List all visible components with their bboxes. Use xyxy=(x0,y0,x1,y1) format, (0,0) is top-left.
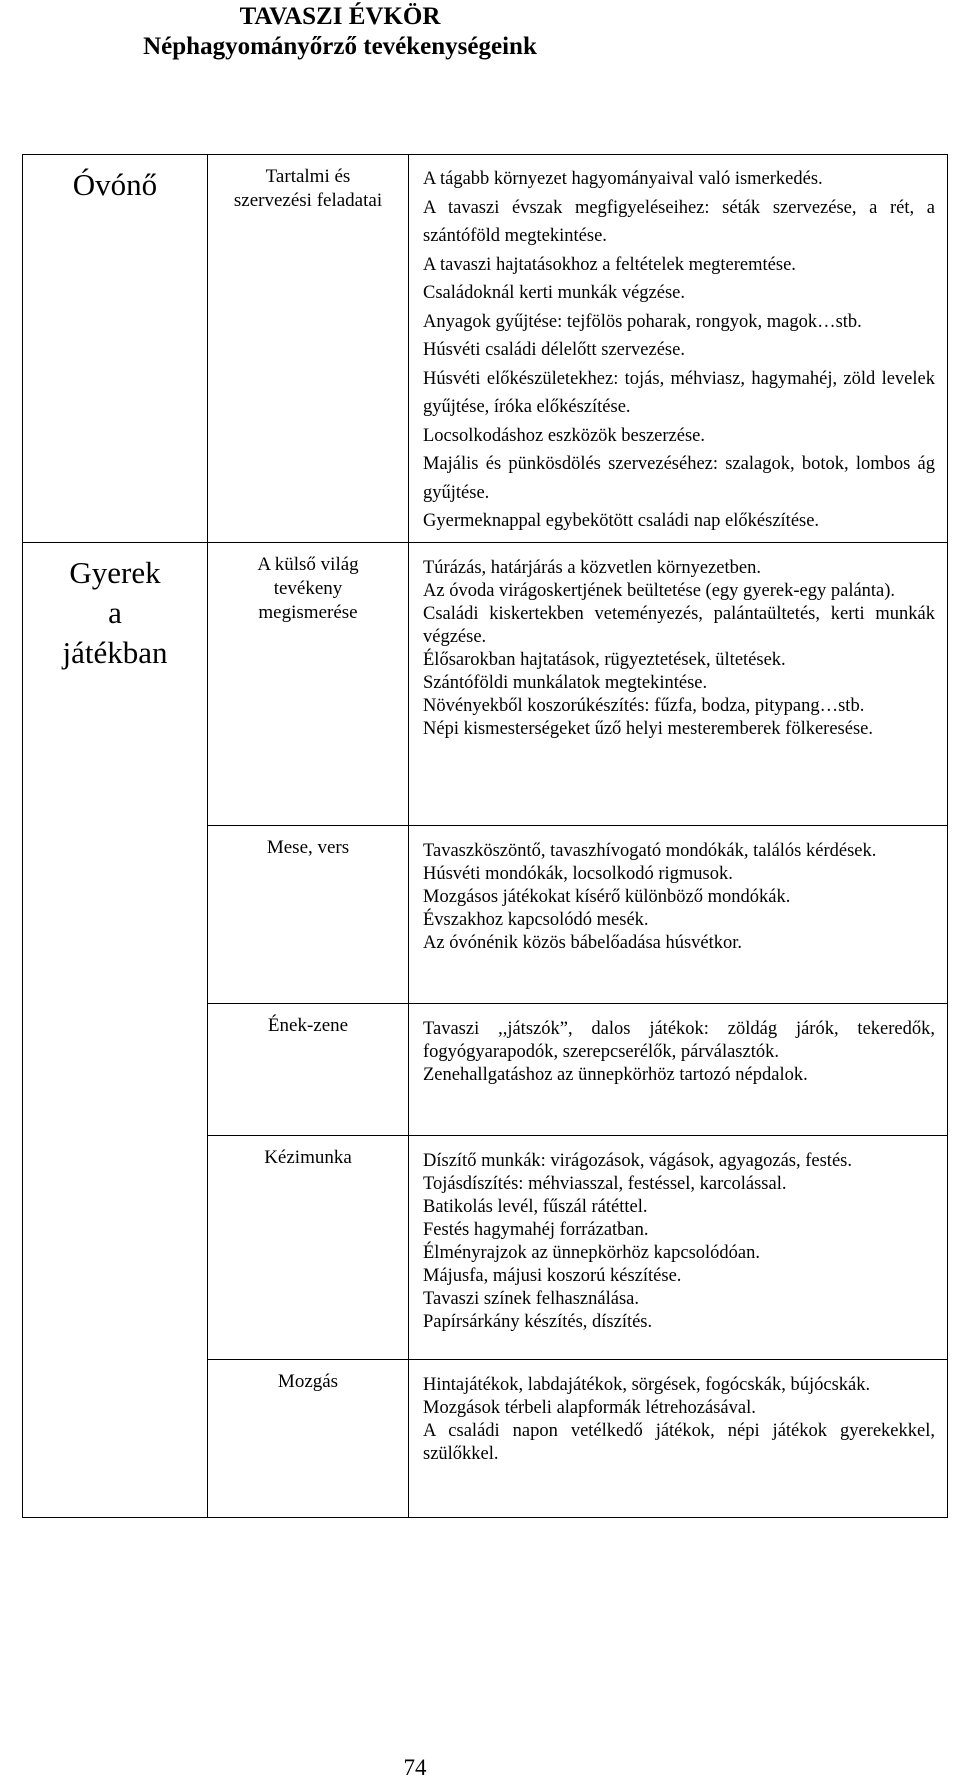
activity-item: Tavaszköszöntő, tavaszhívogató mondókák, találós kérdések. xyxy=(423,840,877,861)
activity-list-cell xyxy=(409,1003,948,1135)
page-number: 74 xyxy=(403,1755,427,1780)
activity-item: Festés hagymahéj forrázatban. xyxy=(423,1219,649,1240)
activity-item: Élményrajzok az ünnepkörhöz kapcsolódóan. xyxy=(423,1242,760,1263)
category-label-line: A külső világ xyxy=(257,553,359,575)
activity-item: Mozgásos játékokat kísérő különböző mondókák. xyxy=(423,886,791,907)
activity-item: Papírsárkány készítés, díszítés. xyxy=(423,1311,653,1332)
category-label-cell xyxy=(208,542,409,825)
category-label-line: Kézimunka xyxy=(264,1146,352,1168)
activity-item: Évszakhoz kapcsolódó mesék. xyxy=(423,909,649,930)
activity-item: Tojásdíszítés: méhviasszal, festéssel, karcolással. xyxy=(423,1173,787,1194)
category-label-cell xyxy=(208,1135,409,1359)
activity-item: Népi kismesterségeket űző helyi mesteremberek fölkeresése. xyxy=(423,718,873,739)
category-label-line: Ének-zene xyxy=(267,1014,349,1036)
activity-list-cell xyxy=(409,825,948,1003)
activity-list-cell xyxy=(409,1359,948,1517)
activity-item: Élősarokban hajtatások, rügyeztetések, ültetések. xyxy=(423,649,786,670)
category-label-cell xyxy=(208,1359,409,1517)
title-block xyxy=(0,2,680,62)
activity-item: Majális és pünkösdölés szervezéséhez: szalagok, botok, lombos ág gyűjtése. xyxy=(423,454,935,503)
activity-item: A tavaszi hajtatásokhoz a feltételek megteremtése. xyxy=(423,254,796,275)
activity-item: Gyermeknappal egybekötött családi nap előkészítése. xyxy=(423,511,820,531)
category-label-line: megismerése xyxy=(258,601,358,623)
activity-item: A tágabb környezet hagyományaival való ismerkedés. xyxy=(423,169,823,189)
activity-item: Az óvoda virágoskertjének beültetése (egy gyerek-egy palánta). xyxy=(423,580,896,601)
section-header-cell xyxy=(23,155,208,543)
activity-item: Növényekből koszorúkészítés: fűzfa, bodza, pitypang…stb. xyxy=(423,695,865,716)
activity-item: Az óvónénik közös bábelőadása húsvétkor. xyxy=(423,932,743,953)
activity-item: Zenehallgatáshoz az ünnepkörhöz tartozó népdalok. xyxy=(423,1064,808,1085)
activity-item: Májusfa, májusi koszorú készítése. xyxy=(423,1265,682,1286)
activity-item: Húsvéti családi délelőtt szervezése. xyxy=(423,340,685,360)
activity-item: Anyagok gyűjtése: tejfölös poharak, rongyok, magok…stb. xyxy=(423,311,862,332)
activity-item: A tavaszi évszak megfigyeléseihez: séták szervezése, a rét, a szántóföld megtekintése. xyxy=(423,197,935,246)
activity-item: Szántóföldi munkálatok megtekintése. xyxy=(423,672,708,693)
section-header-cell xyxy=(23,542,208,1517)
activity-item: Húsvéti előkészületekhez: tojás, méhviasz, hagymahéj, zöld levelek gyűjtése, íróka előkészítése. xyxy=(423,368,935,417)
activity-item: Locsolkodáshoz eszközök beszerzése. xyxy=(423,425,706,446)
category-label-cell xyxy=(208,1003,409,1135)
activity-list-cell xyxy=(409,542,948,825)
activity-item: Tavaszi ,,játszók”, dalos játékok: zöldág járók, tekeredők, fogyógyarapodók, szerepcserélők, párválasztók. xyxy=(423,1018,935,1062)
category-label-line: szervezési feladatai xyxy=(233,190,383,211)
activity-item: Családi kiskertekben veteményezés, palántaültetés, kerti munkák végzése. xyxy=(423,603,935,647)
activity-item: Családoknál kerti munkák végzése. xyxy=(423,283,685,303)
activity-item: Túrázás, határjárás a közvetlen környezetben. xyxy=(423,557,761,578)
table-row xyxy=(23,155,948,543)
activity-item: Batikolás levél, fűszál rátéttel. xyxy=(423,1196,648,1217)
page-subtitle: Néphagyományőrző tevékenységeink xyxy=(143,33,537,60)
section-header-line: Gyerek xyxy=(69,554,161,590)
activity-item: Húsvéti mondókák, locsolkodó rigmusok. xyxy=(423,863,733,884)
section-header-line: játékban xyxy=(62,634,168,670)
section-header-line: a xyxy=(108,594,122,630)
activity-list-cell xyxy=(409,155,948,543)
activity-item: Tavaszi színek felhasználása. xyxy=(423,1288,639,1309)
category-label-line: Mozgás xyxy=(277,1370,339,1392)
table-row xyxy=(23,542,948,825)
activities-table xyxy=(22,154,948,1518)
activity-item: A családi napon vetélkedő játékok, népi játékok gyerekekkel, szülőkkel. xyxy=(423,1420,935,1464)
category-label-cell xyxy=(208,155,409,543)
activity-item: Díszítő munkák: virágozások, vágások, agyagozás, festés. xyxy=(423,1150,852,1171)
category-label-line: tevékeny xyxy=(273,577,343,599)
activity-item: Mozgások térbeli alapformák létrehozásával. xyxy=(423,1397,756,1418)
category-label-line: Mese, vers xyxy=(266,836,350,858)
activity-list-cell xyxy=(409,1135,948,1359)
section-header-line: Óvónő xyxy=(72,167,158,202)
page-title: TAVASZI ÉVKÖR xyxy=(239,3,441,30)
category-label-line: Tartalmi és xyxy=(265,166,351,187)
activity-item: Hintajátékok, labdajátékok, sörgések, fogócskák, bújócskák. xyxy=(423,1374,871,1395)
category-label-cell xyxy=(208,825,409,1003)
